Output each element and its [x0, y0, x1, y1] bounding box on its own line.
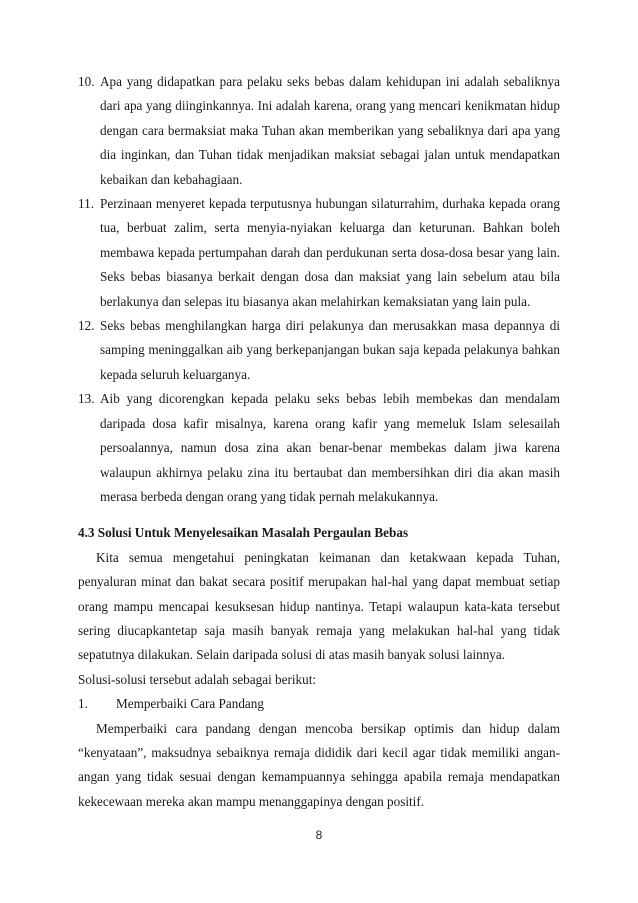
document-page: [78, 70, 560, 814]
solution-number: 1.: [78, 696, 88, 712]
list-item-text: Aib yang dicorengkan kepada pelaku seks bebas lebih membekas dan mendalam daripada dosa kafir misalnya, karena orang kafir yang memeluk Islam selesailah persoalannya, namun dosa zina akan benar-benar membekas dalam jiwa karena walaupun akhirnya pelaku zina itu bertaubat dan membersihkan diri dia akan masih merasa berbeda dengan orang yang tidak pernah melakukannya.: [100, 391, 560, 504]
list-item-number: 13.: [78, 391, 95, 407]
list-item: [78, 192, 560, 314]
list-item: [78, 314, 560, 387]
numbered-list: [78, 70, 560, 509]
solution-text: Memperbaiki cara pandang dengan mencoba bersikap optimis dan hidup dalam “kenyataan”, maksudnya sebaiknya remaja dididik dari kecil agar tidak memiliki angan-angan yang tidak sesuai dengan kemampuannya sehingga apabila remaja mendapatkan kekecewaan mereka akan mampu menanggapinya dengan positif.: [78, 720, 560, 809]
section-lead: Solusi-solusi tersebut adalah sebagai berikut:: [78, 671, 317, 687]
list-item: [78, 70, 560, 192]
section-heading: 4.3 Solusi Untuk Menyelesaikan Masalah Pergaulan Bebas: [78, 525, 409, 541]
list-item-text: Seks bebas menghilangkan harga diri pelakunya dan merusakkan masa depannya di samping meninggalkan aib yang berkepanjangan bukan saja kepada pelakunya bahkan kepada seluruh keluarganya.: [100, 318, 560, 382]
page-number: 8: [315, 828, 323, 842]
list-item-text: Perzinaan menyeret kepada terputusnya hubungan silaturrahim, durhaka kepada orang tua, berbuat zalim, serta menyia-nyiakan keluarga dan keturunan. Bahkan boleh membawa kepada pertumpahan darah dan perdukunan serta dosa-dosa besar yang lain. Seks bebas biasanya berkait dengan dosa dan maksiat yang lain sebelum atau bila berlakunya dan selepas itu biasanya akan melahirkan kemaksiatan yang lain pula.: [100, 196, 560, 309]
list-item-number: 10.: [78, 74, 95, 89]
list-item: [78, 387, 560, 509]
solution-title: Memperbaiki Cara Pandang: [116, 696, 264, 712]
list-item-text: Apa yang didapatkan para pelaku seks bebas dalam kehidupan ini adalah sebaliknya dari apa yang diinginkannya. Ini adalah karena, orang yang mencari kenikmatan hidup dengan cara bermaksiat maka Tuhan akan memberikan yang sebaliknya dari apa yang dia inginkan, dan Tuhan tidak menjadikan maksiat sebagai jalan untuk mendapatkan kebaikan dan kebahagiaan.: [100, 74, 560, 187]
section-intro: Kita semua mengetahui peningkatan keimanan dan ketakwaan kepada Tuhan, penyaluran minat dan bakat secara positif merupakan hal-hal yang dapat membuat setiap orang mampu mencapai kesuksesan hidup nantinya. Tetapi walaupun kata-kata tersebut sering diucapkantetap saja masih banyak remaja yang melakukan hal-hal yang tidak sepatutnya dilakukan. Selain daripada solusi di atas masih banyak solusi lainnya.: [78, 549, 560, 663]
list-item-number: 12.: [78, 318, 95, 334]
solution-item: [78, 692, 560, 716]
list-item-number: 11.: [78, 196, 94, 212]
